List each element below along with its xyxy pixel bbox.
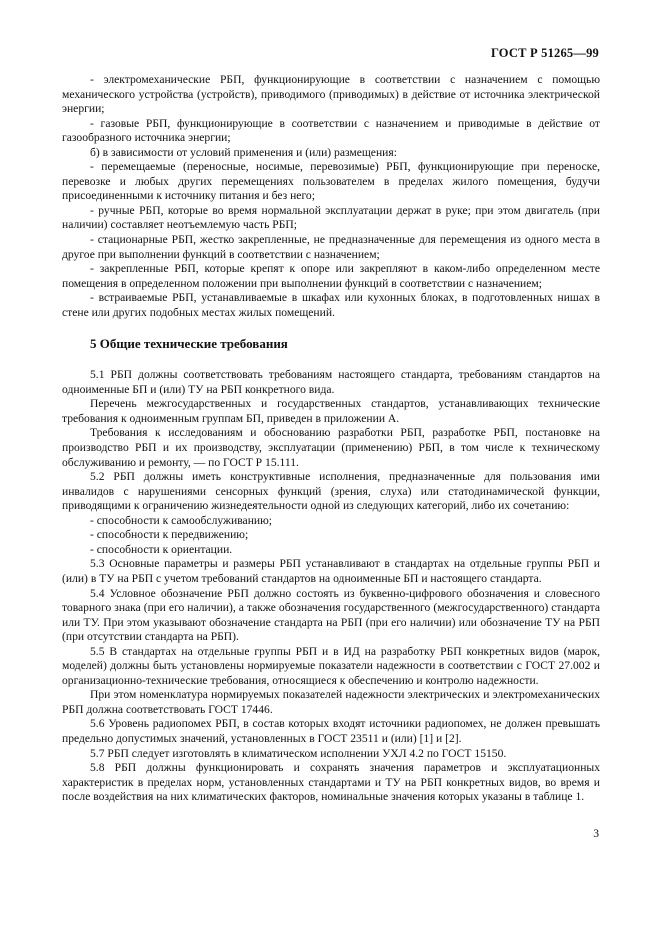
list-item: - способности к передвижению; bbox=[90, 528, 249, 542]
list-item: - перемещаемые (переносные, носимые, перевозимые) РБП, функционирующие при переноске, перевозке и любых других перемещениях пользователем в пределах жилого помещения, будучи присоединенными к источнику питания и без него; bbox=[62, 160, 600, 203]
section-title: 5 Общие технические требования bbox=[90, 336, 288, 352]
list-item: - газовые РБП, функционирующие в соответствии с назначением и приводимые в действие от газообразного источника энергии; bbox=[62, 116, 600, 145]
page-number: 3 bbox=[593, 827, 599, 840]
list-item: - электромеханические РБП, функционирующие в соответствии с назначением с помощью механического устройства (устройств), приводимого (приводимых) в действие от источника электрической энергии; bbox=[62, 73, 600, 116]
list-item: - стационарные РБП, жестко закрепленные, не предназначенные для перемещения из одного места в другое при выполнении функций в соответствии с назначением; bbox=[62, 233, 600, 261]
paragraph: 5.1 РБП должны соответствовать требованиям настоящего стандарта, требованиям стандартов на одноименные БП и (или) ТУ на РБП конкретного вида. bbox=[62, 368, 600, 396]
paragraph: Перечень межгосударственных и государственных стандартов, устанавливающих технические требования к одноименным группам БП, приведен в приложении А. bbox=[62, 397, 600, 425]
paragraph: 5.3 Основные параметры и размеры РБП устанавливают в стандартах на отдельные группы РБП и (или) в ТУ на РБП с учетом требований стандартов на одноименные БП и настоящего стандарта. bbox=[62, 557, 600, 585]
list-item: - способности к ориентации. bbox=[90, 542, 233, 556]
list-item: - встраиваемые РБП, устанавливаемые в шкафах или кухонных блоках, в подготовленных нишах в стене или других подобных местах жилых помещений. bbox=[62, 291, 600, 319]
paragraph: 5.2 РБП должны иметь конструктивные исполнения, предназначенные для пользования ими инвалидов с нарушениями сенсорных функций (зрения, слуха) или статодинамической функции, приводящими к ограничению жизнедеятельности одной из следующих категорий, либо их сочетанию: bbox=[62, 470, 600, 513]
list-heading: б) в зависимости от условий применения и (или) размещения: bbox=[90, 145, 397, 159]
paragraph: Требования к исследованиям и обоснованию разработки РБП, разработке РБП, постановке на производство РБП и их производству, эксплуатации (применению) РБП, в том числе к техническому обслуживанию и ремонту, — по ГОСТ Р 15.111. bbox=[62, 426, 600, 469]
list-item: - закрепленные РБП, которые крепят к опоре или закрепляют в каком-либо определенном месте помещения в определенном положении при выполнении функций в соответствии с назначением; bbox=[62, 262, 600, 290]
paragraph: 5.7 РБП следует изготовлять в климатическом исполнении УХЛ 4.2 по ГОСТ 15150. bbox=[90, 746, 507, 760]
paragraph: 5.4 Условное обозначение РБП должно состоять из буквенно-цифрового обозначения и словесного товарного знака (при его наличии), а также обозначения государственного (межгосударственного) стандарта или ТУ. При этом указывают обозначение стандарта на РБП (при его наличии) или обозначение ТУ на РБП (при отсутствии стандарта на РБП). bbox=[62, 586, 600, 644]
paragraph: 5.6 Уровень радиопомех РБП, в состав которых входят источники радиопомех, не должен превышать предельно допустимых значений, установленных в ГОСТ 23511 и (или) [1] и [2]. bbox=[62, 717, 600, 745]
paragraph: При этом номенклатура нормируемых показателей надежности электрических и электромеханических РБП должна соответствовать ГОСТ 17446. bbox=[62, 688, 600, 716]
list-item: - ручные РБП, которые во время нормальной эксплуатации держат в руке; при этом двигатель (при наличии) составляет неотъемлемую часть РБП; bbox=[62, 203, 600, 232]
list-item: - способности к самообслуживанию; bbox=[90, 513, 272, 527]
document-code-header: ГОСТ Р 51265—99 bbox=[490, 46, 599, 60]
page-content bbox=[62, 73, 600, 805]
paragraph: 5.5 В стандартах на отдельные группы РБП и в ИД на разработку РБП конкретных видов (марок, моделей) должны быть установлены нормируемые показатели надежности в соответствии с ГОСТ 27.002 и организационно-технические требования, относящиеся к обеспечению и контролю надежности. bbox=[62, 644, 600, 687]
paragraph: 5.8 РБП должны функционировать и сохранять значения параметров и эксплуатационных характеристик в пределах норм, установленных стандартами и ТУ на РБП конкретных видов, во время и после воздействия на них климатических факторов, номинальные значения которых указаны в таблице 1. bbox=[62, 761, 600, 804]
